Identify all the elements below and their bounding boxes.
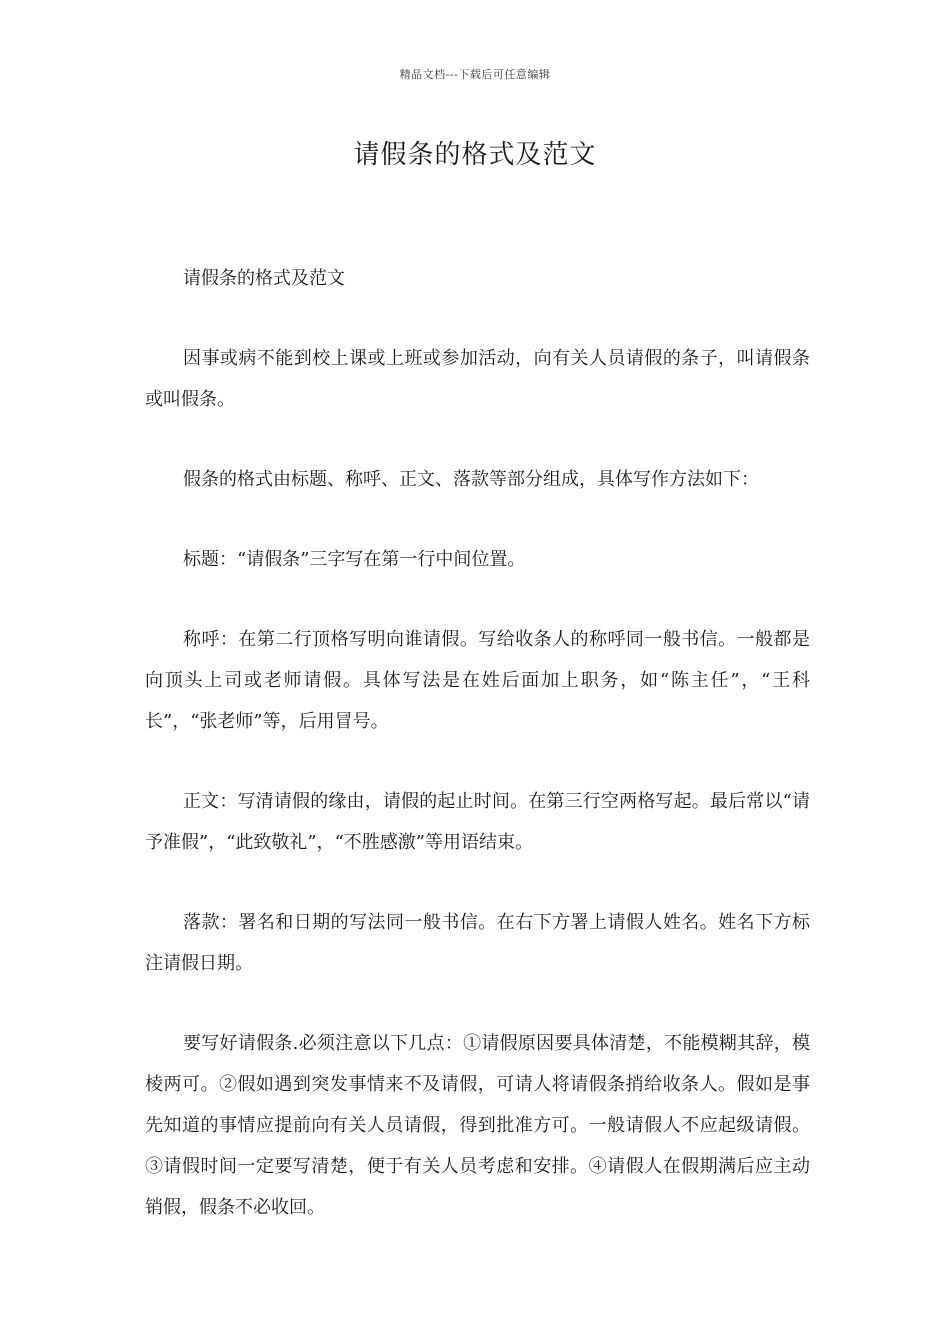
paragraph-body-rule: 正文：写清请假的缘由，请假的起止时间。在第三行空两格写起。最后常以“请予准假”，“此致敬礼”，“不胜感激”等用语结束。 <box>145 791 810 853</box>
paragraph-title-rule: 标题：“请假条”三字写在第一行中间位置。 <box>183 549 526 570</box>
header-note: 精品文档---下载后可任意编辑 <box>399 68 551 81</box>
paragraph-salutation-rule: 称呼：在第二行顶格写明向谁请假。写给收条人的称呼同一般书信。一般都是向顶头上司或老师请假。具体写法是在姓后面加上职务，如“陈主任”，“王科长”，“张老师”等，后用冒号。 <box>145 629 810 732</box>
paragraph-format-overview: 假条的格式由标题、称呼、正文、落款等部分组成，具体写作方法如下： <box>183 469 759 490</box>
document-title: 请假条的格式及范文 <box>353 140 597 170</box>
paragraph-signature-rule: 落款：署名和日期的写法同一般书信。在右下方署上请假人姓名。姓名下方标注请假日期。 <box>145 912 810 974</box>
document-body <box>145 258 810 1267</box>
paragraph-definition: 因事或病不能到校上课或上班或参加活动，向有关人员请假的条子，叫请假条或叫假条。 <box>145 348 810 410</box>
paragraph-subtitle: 请假条的格式及范文 <box>183 268 345 289</box>
paragraph-notes: 要写好请假条.必须注意以下几点：①请假原因要具体清楚，不能模糊其辞，模棱两可。②假如遇到突发事情来不及请假，可请人将请假条捎给收条人。假如是事先知道的事情应提前向有关人员请假，得到批准方可。一般请假人不应起级请假。③请假时间一定要写清楚，便于有关人员考虑和安排。④请假人在假期满后应主动销假，假条不必收回。 <box>145 1033 810 1218</box>
